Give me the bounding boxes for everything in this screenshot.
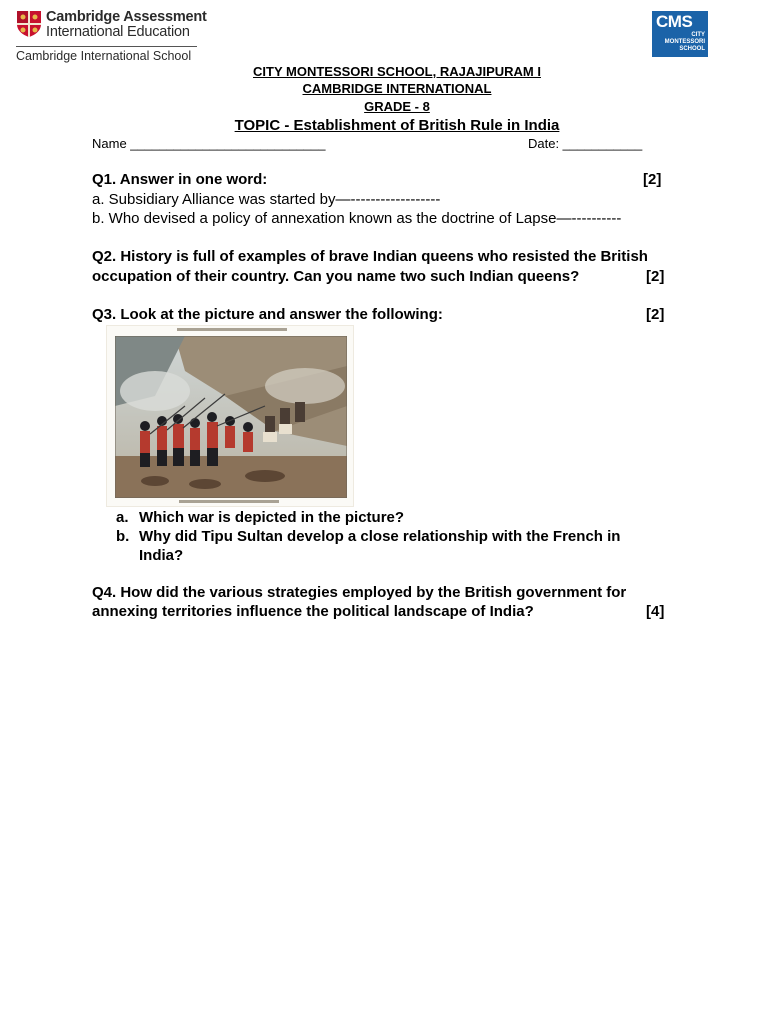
picture-caption-top	[177, 328, 287, 331]
name-field: Name ___________________________	[92, 136, 326, 151]
cambridge-logo-divider	[16, 46, 197, 47]
q3-marks: [2]	[646, 306, 665, 323]
q3-part-b-line2: India?	[139, 547, 184, 564]
board-name: CAMBRIDGE INTERNATIONAL	[302, 81, 492, 96]
cms-logo-sub-1: CITY	[691, 32, 705, 38]
q4-line2: annexing territories influence the political landscape of India?	[92, 603, 534, 620]
cms-logo	[652, 11, 708, 57]
cambridge-shield-icon	[16, 10, 42, 38]
q3-part-a: Which war is depicted in the picture?	[139, 509, 405, 526]
cms-logo-sub-2: MONTESSORI	[664, 39, 705, 45]
topic-title: TOPIC - Establishment of British Rule in India	[234, 117, 560, 134]
grade-label: GRADE - 8	[364, 99, 430, 114]
q3-a-label: a.	[116, 509, 129, 526]
cambridge-logo	[16, 10, 206, 64]
q1-title: Q1. Answer in one word:	[92, 171, 268, 188]
q2-line1: Q2. History is full of examples of brave Indian queens who resisted the British	[92, 248, 648, 265]
battle-picture	[106, 325, 354, 507]
school-name: CITY MONTESSORI SCHOOL, RAJAJIPURAM I	[253, 64, 541, 79]
cms-logo-sub-3: SCHOOL	[679, 46, 705, 52]
date-field: Date: ___________	[528, 136, 643, 151]
cambridge-logo-line1: Cambridge Assessment	[46, 9, 207, 25]
cms-logo-main: CMS	[656, 12, 693, 31]
cambridge-logo-line3: Cambridge International School	[16, 49, 192, 63]
q3-title: Q3. Look at the picture and answer the following:	[92, 306, 443, 323]
q3-part-b-line1: Why did Tipu Sultan develop a close relationship with the French in	[139, 528, 621, 545]
q4-marks: [4]	[646, 603, 665, 620]
q3-b-label: b.	[116, 528, 130, 545]
q2-marks: [2]	[646, 268, 665, 285]
picture-caption-bottom	[179, 500, 279, 503]
q1-marks: [2]	[643, 171, 662, 188]
q2-line2: occupation of their country. Can you name two such Indian queens?	[92, 268, 580, 285]
q1-part-b: b. Who devised a policy of annexation known as the doctrine of Lapse—----------	[92, 210, 622, 227]
cambridge-logo-line2: International Education	[46, 24, 190, 40]
q1-part-a: a. Subsidiary Alliance was started by—------------------	[92, 191, 441, 208]
q4-line1: Q4. How did the various strategies employed by the British government for	[92, 584, 627, 601]
battle-illustration	[115, 336, 347, 498]
